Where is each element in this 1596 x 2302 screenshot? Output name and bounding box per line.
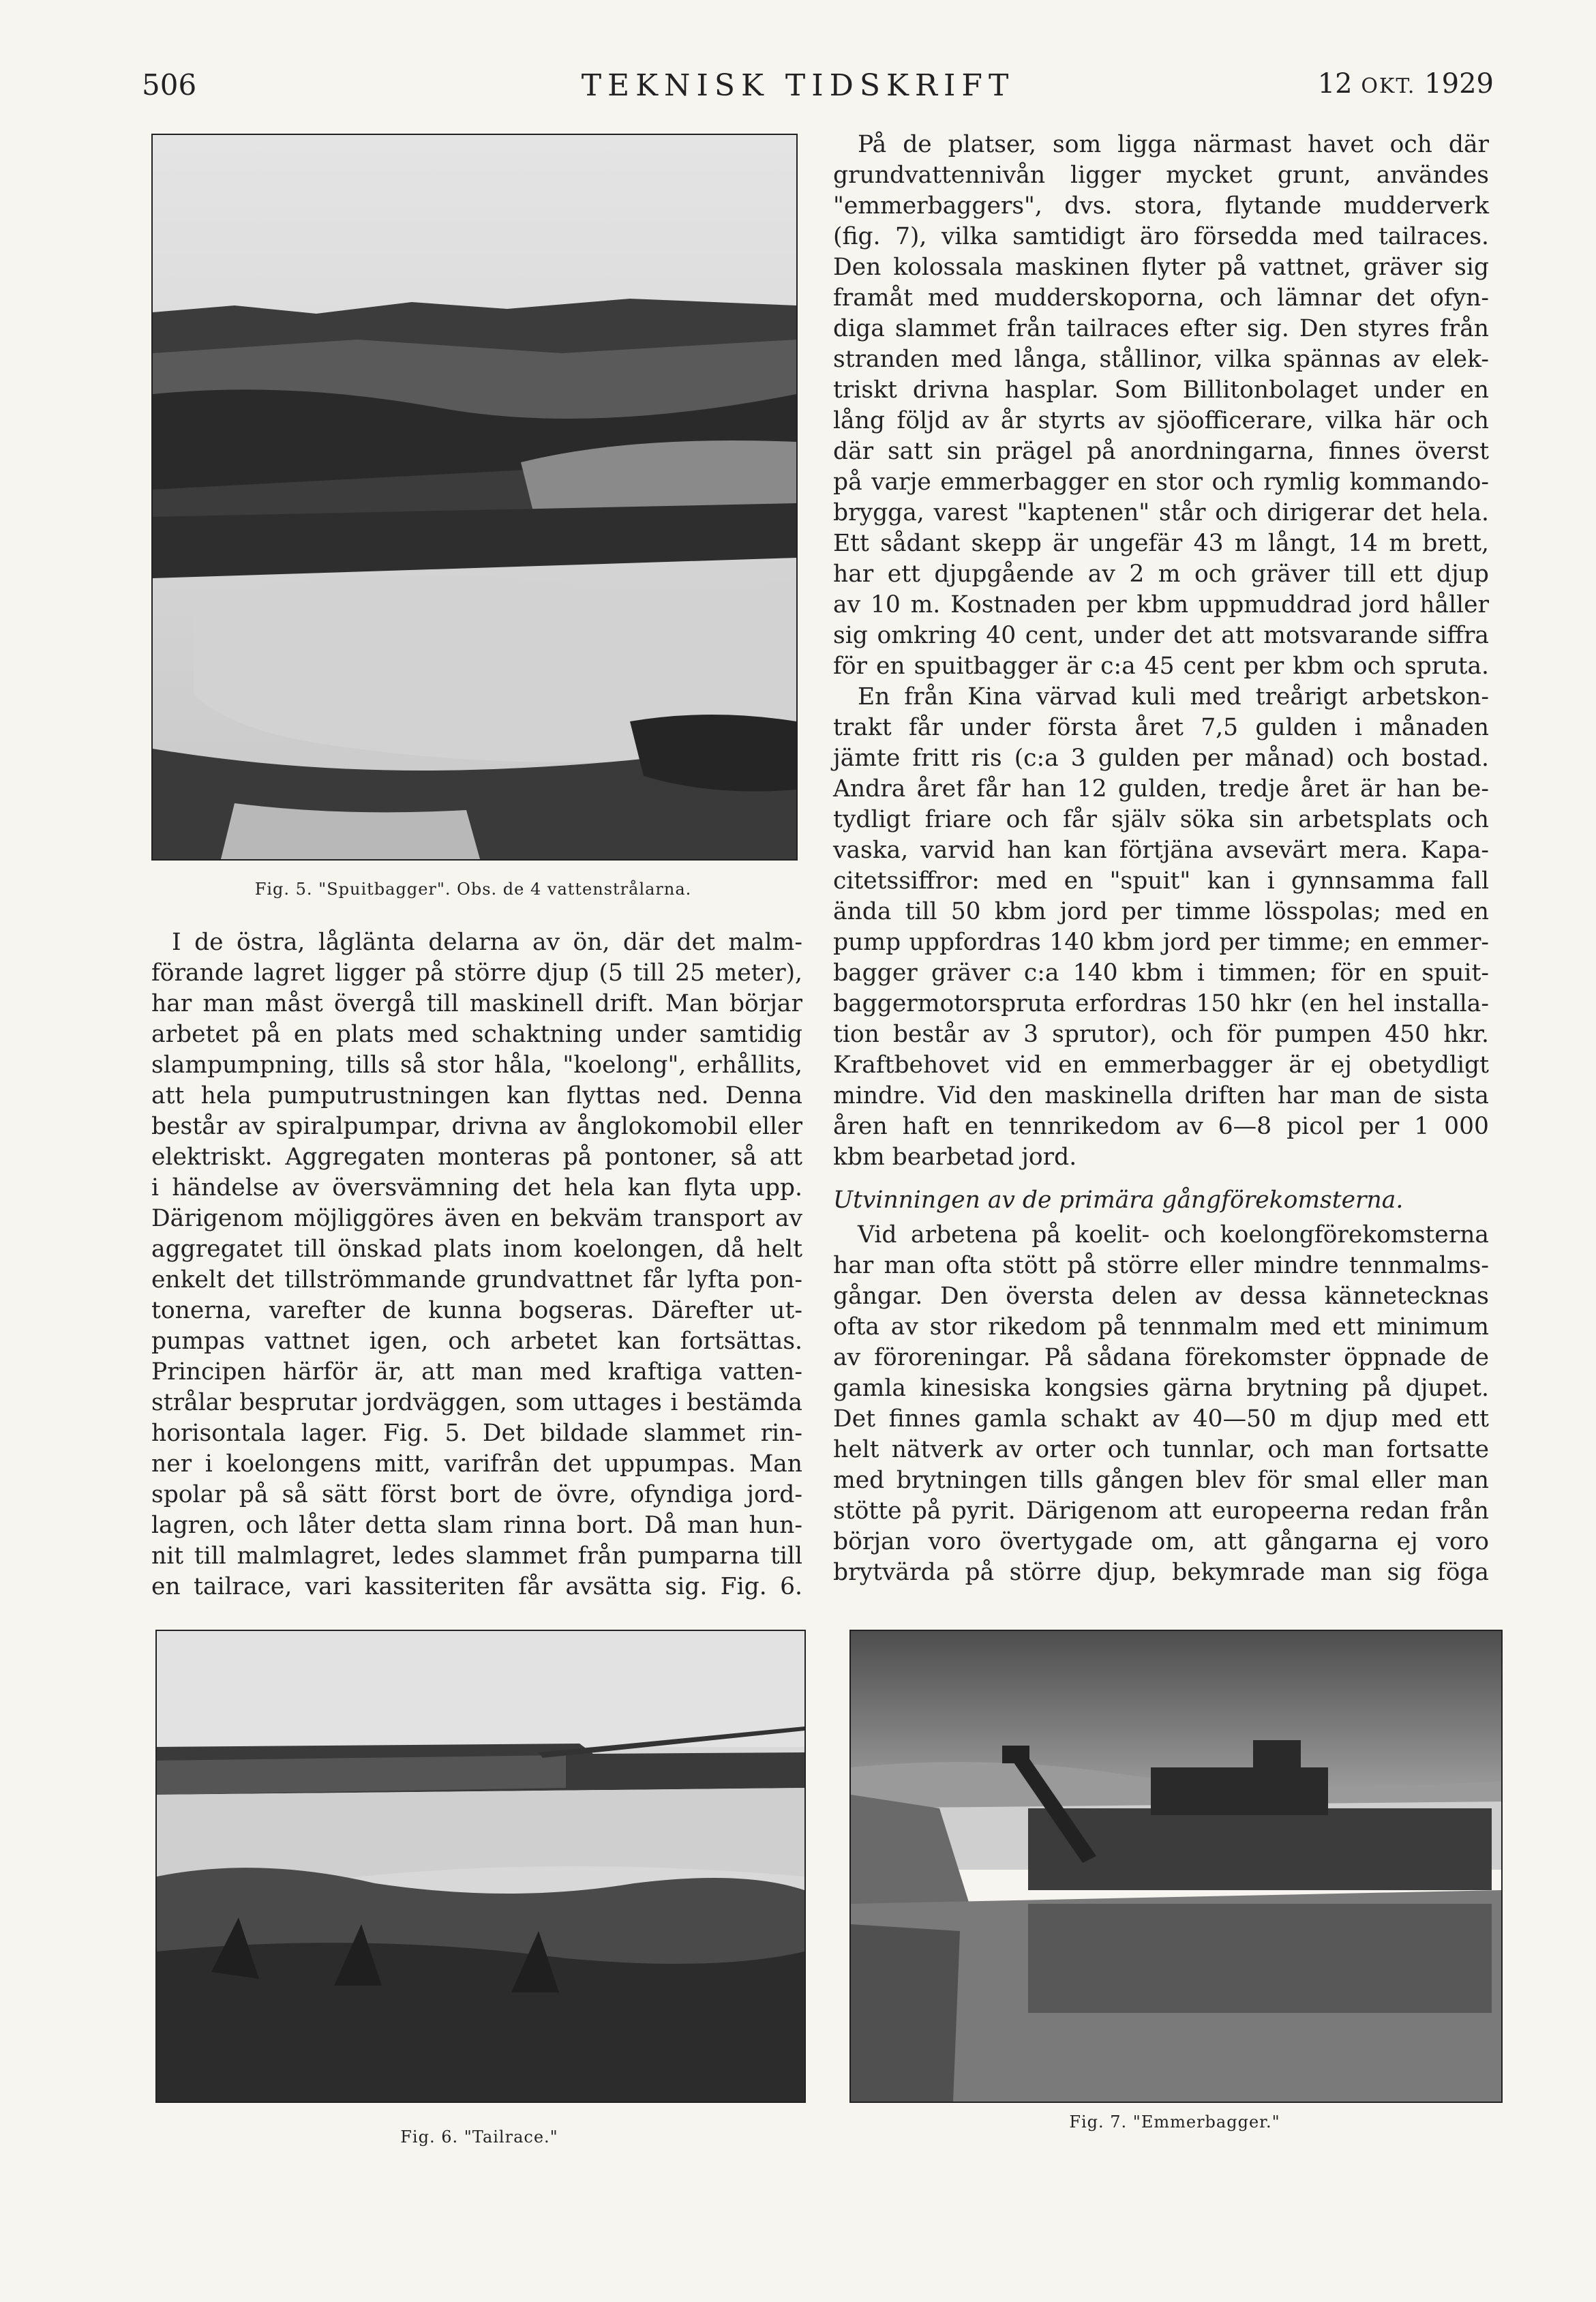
figure-5-caption: Fig. 5. "Spuitbagger". Obs. de 4 vattenstrålarna. xyxy=(254,880,692,899)
text-line: horisontala lager. Fig. 5. Det bildade slammet rin- xyxy=(151,1420,802,1447)
text-line: lång följd av år styrts av sjöofficerare, vilka här och xyxy=(833,407,1489,434)
figure-5-photo xyxy=(151,134,798,861)
journal-title: TEKNISK TIDSKRIFT xyxy=(581,68,1015,103)
text-line: Den kolossala maskinen flyter på vattnet, gräver sig xyxy=(833,254,1489,281)
text-line: diga slammet från tailraces efter sig. Den styres från xyxy=(833,315,1489,342)
text-line: stranden med långa, stållinor, vilka spännas av elek- xyxy=(833,346,1489,373)
text-line: Andra året får han 12 gulden, tredje året är han be- xyxy=(833,775,1489,803)
text-line: I de östra, låglänta delarna av ön, där det malm- xyxy=(172,929,802,956)
text-line: pump uppfordras 140 kbm jord per timme; en emmer- xyxy=(833,929,1489,956)
figure-6-photo xyxy=(155,1630,806,2103)
text-line: tydligt friare och får själv söka sin arbetsplats och xyxy=(833,806,1489,833)
text-line: brygga, varest "kaptenen" står och dirigerar det hela. xyxy=(833,499,1489,526)
text-line: enkelt det tillströmmande grundvattnet får lyfta pon- xyxy=(151,1266,802,1294)
text-line: arbetet på en plats med schaktning under samtidig xyxy=(151,1021,802,1048)
text-line: helt nätverk av orter och tunnlar, och man fortsatte xyxy=(833,1436,1489,1463)
text-line: Det finnes gamla schakt av 40—50 m djup med ett xyxy=(833,1405,1489,1433)
text-line: tonerna, varefter de kunna bogseras. Därefter ut- xyxy=(151,1297,802,1324)
text-line: har man måst övergå till maskinell drift. Man börjar xyxy=(151,990,802,1017)
text-line: citetssiffror: med en "spuit" kan i gynnsamma fall xyxy=(833,867,1489,895)
text-line: där satt sin prägel på anordningarna, finnes överst xyxy=(833,438,1489,465)
text-line: ner i koelongens mitt, varifrån det uppumpas. Man xyxy=(151,1450,802,1478)
section-heading: Utvinningen av de primära gångförekomsterna. xyxy=(833,1186,1404,1214)
date-year: 1929 xyxy=(1424,68,1494,100)
text-line: strålar besprutar jordväggen, som uttages i bestämda xyxy=(151,1389,802,1416)
text-line: en tailrace, vari kassiteriten får avsätta sig. Fig. 6. xyxy=(151,1573,802,1600)
text-line: tion består av 3 sprutor), och för pumpen 450 hkr. xyxy=(833,1021,1489,1048)
text-line: slampumpning, tills så stor håla, "koelong", erhållits, xyxy=(151,1051,802,1079)
text-line: förande lagret ligger på större djup (5 till 25 meter), xyxy=(151,959,802,987)
date-day: 12 xyxy=(1317,68,1353,100)
text-line: har man ofta stött på större eller mindre tennmalms- xyxy=(833,1252,1489,1279)
text-line: jämte fritt ris (c:a 3 gulden per månad) och bostad. xyxy=(833,745,1489,772)
text-line: Därigenom möjliggöres även en bekväm transport av xyxy=(151,1205,802,1232)
text-line: för en spuitbagger är c:a 45 cent per kbm och spruta. xyxy=(833,653,1489,680)
text-line: aggregatet till önskad plats inom koelongen, då helt xyxy=(151,1236,802,1263)
date-month: OKT. xyxy=(1361,74,1416,98)
text-line: ända till 50 kbm jord per timme lösspolas; med en xyxy=(833,898,1489,925)
text-line: består av spiralpumpar, drivna av ånglokomobil eller xyxy=(151,1113,802,1140)
text-line: lagren, och låter detta slam rinna bort. Då man hun- xyxy=(151,1512,802,1539)
issue-date xyxy=(1318,68,1494,100)
figure-7-caption: Fig. 7. "Emmerbagger." xyxy=(1069,2112,1280,2132)
text-line: triskt drivna hasplar. Som Billitonbolaget under en xyxy=(833,376,1489,404)
text-line: På de platser, som ligga närmast havet och där xyxy=(858,131,1489,158)
text-line: nit till malmlagret, ledes slammet från pumparna till xyxy=(151,1542,802,1570)
text-line: ofta av stor rikedom på tennmalm med ett minimum xyxy=(833,1313,1489,1341)
text-line: Principen härför är, att man med kraftiga vatten- xyxy=(151,1358,802,1386)
text-line: att hela pumputrustningen kan flyttas ned. Denna xyxy=(151,1082,802,1109)
text-line: brytvärda på större djup, bekymrade man sig föga xyxy=(833,1559,1489,1586)
text-line: "emmerbaggers", dvs. stora, flytande mudderverk xyxy=(833,192,1489,220)
text-line: mindre. Vid den maskinella driften har man de sista xyxy=(833,1082,1489,1109)
figure-7-photo xyxy=(849,1630,1503,2103)
figure-6-caption: Fig. 6. "Tailrace." xyxy=(400,2127,558,2147)
text-line: grundvattennivån ligger mycket grunt, användes xyxy=(833,162,1489,189)
text-line: baggermotorspruta erfordras 150 hkr (en hel installa- xyxy=(833,990,1489,1017)
text-line: bagger gräver c:a 140 kbm i timmen; för en spuit- xyxy=(833,959,1489,987)
text-line: har ett djupgående av 2 m och gräver till ett djup xyxy=(833,560,1489,588)
text-line: gångar. Den översta delen av dessa kännetecknas xyxy=(833,1283,1489,1310)
text-line: spolar på så sätt först bort de övre, ofyndiga jord- xyxy=(151,1481,802,1508)
text-line: elektriskt. Aggregaten monteras på pontoner, så att xyxy=(151,1143,802,1171)
text-line: gamla kinesiska kongsies gärna brytning på djupet. xyxy=(833,1375,1489,1402)
text-line: på varje emmerbagger en stor och rymlig kommando- xyxy=(833,468,1489,496)
page-number: 506 xyxy=(142,68,197,102)
right-column-text xyxy=(833,130,1489,1588)
text-line: med brytningen tills gången blev för smal eller man xyxy=(833,1467,1489,1494)
text-line: (fig. 7), vilka samtidigt äro försedda med tailraces. xyxy=(833,223,1489,250)
left-column-text xyxy=(151,927,802,1602)
text-line: början voro övertygade om, att gångarna ej voro xyxy=(833,1528,1489,1555)
text-line: Ett sådant skepp är ungefär 43 m långt, 14 m brett, xyxy=(833,530,1489,557)
text-line: En från Kina värvad kuli med treårigt arbetskon- xyxy=(858,683,1489,711)
text-line: Kraftbehovet vid en emmerbagger är ej obetydligt xyxy=(833,1051,1489,1079)
text-line: av 10 m. Kostnaden per kbm uppmuddrad jord håller xyxy=(833,591,1489,618)
text-line: av föroreningar. På sådana förekomster öppnade de xyxy=(833,1344,1489,1371)
text-line: framåt med mudderskoporna, och lämnar det ofyn- xyxy=(833,284,1489,312)
text-line: vaska, varvid han kan förtjäna avsevärt mera. Kapa- xyxy=(833,837,1489,864)
text-line: pumpas vattnet igen, och arbetet kan fortsättas. xyxy=(151,1328,802,1355)
text-line: stötte på pyrit. Därigenom att europeerna redan från xyxy=(833,1497,1489,1525)
text-line: sig omkring 40 cent, under det att motsvarande siffra xyxy=(833,622,1489,649)
text-line: trakt får under första året 7,5 gulden i månaden xyxy=(833,714,1489,741)
text-line: i händelse av översvämning det hela kan flyta upp. xyxy=(151,1174,802,1201)
text-line: åren haft en tennrikedom av 6—8 picol per 1 000 xyxy=(833,1113,1489,1140)
page-header xyxy=(0,68,1596,109)
text-line: kbm bearbetad jord. xyxy=(833,1143,1077,1171)
text-line: Vid arbetena på koelit- och koelongförekomsterna xyxy=(858,1221,1489,1249)
